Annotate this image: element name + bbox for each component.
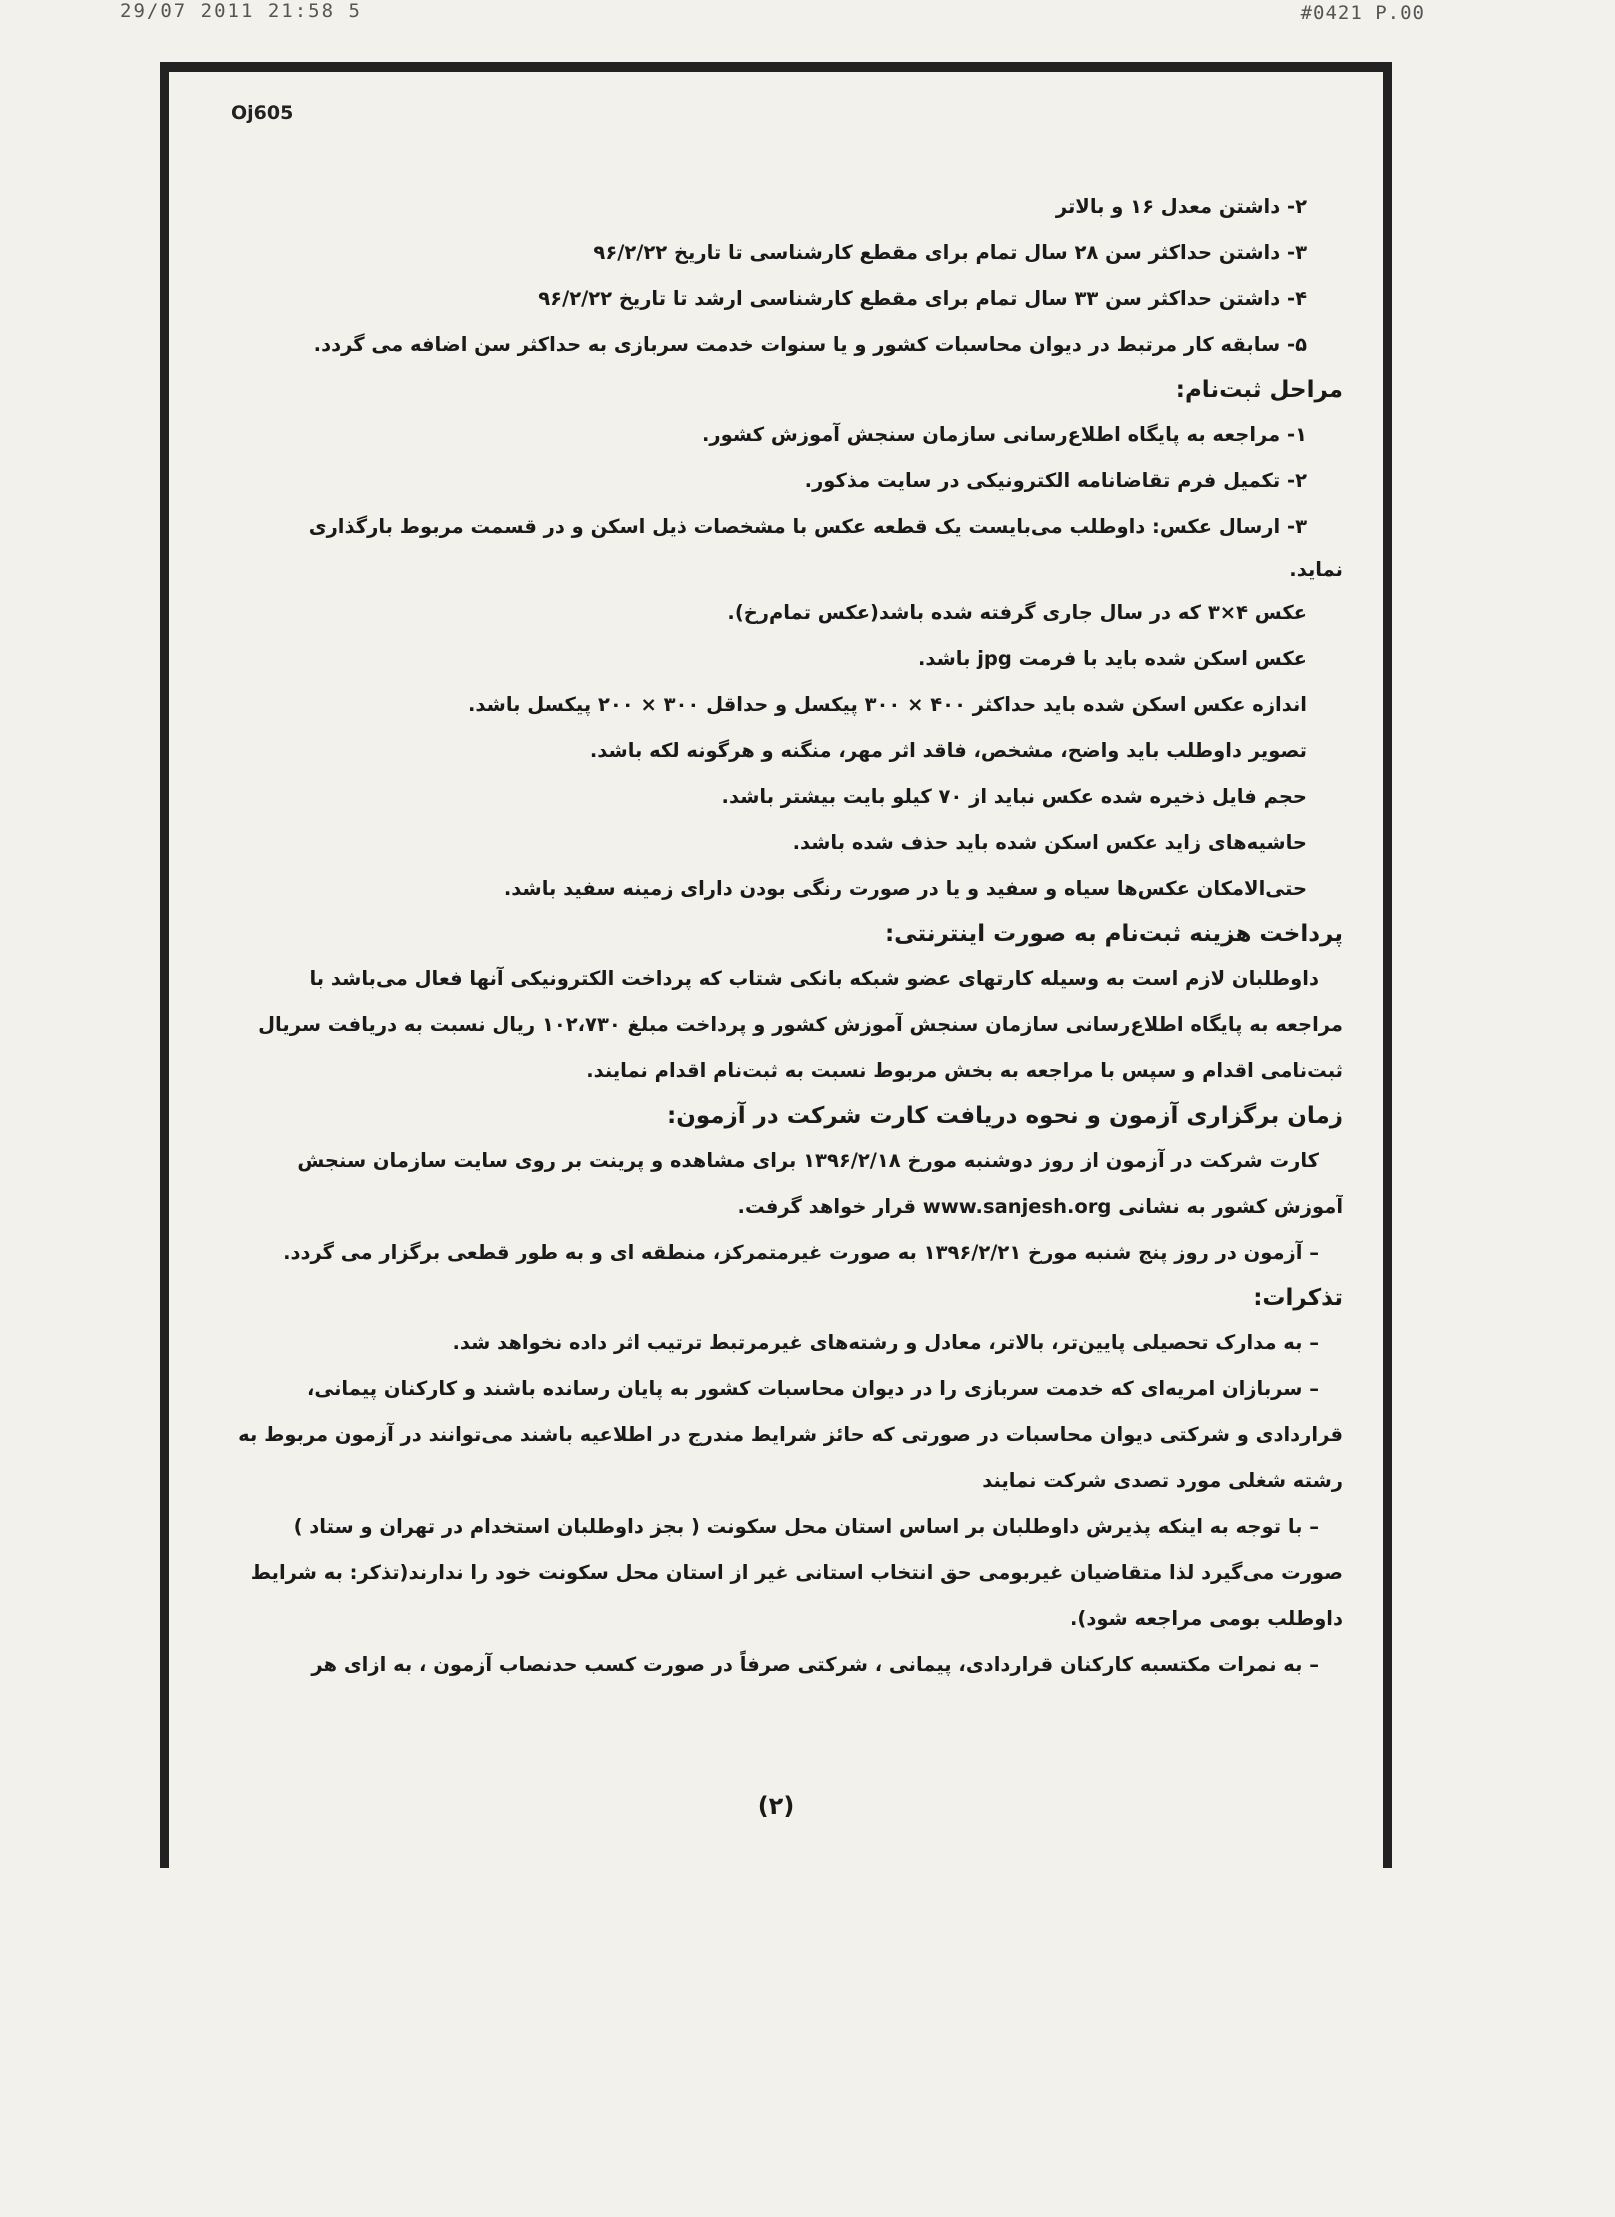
section-heading: مراحل ثبت‌نام: <box>1175 377 1343 403</box>
text-line: ۴- داشتن حداکثر سن ۳۳ سال تمام برای مقطع کارشناسی ارشد تا تاریخ ۹۶/۲/۲۲ <box>538 287 1307 310</box>
text-line: کارت شرکت در آزمون از روز دوشنبه مورخ ۱۳۹۶/۲/۱۸ برای مشاهده و پرینت بر روی سایت سازمان سنجش <box>297 1149 1319 1172</box>
text-line: – آزمون در روز پنج شنبه مورخ ۱۳۹۶/۲/۲۱ به صورت غیرمتمرکز، منطقه ای و به طور قطعی برگزار می گردد. <box>283 1241 1319 1264</box>
text-line: رشته شغلی مورد تصدی شرکت نمایند <box>982 1469 1343 1492</box>
text-line: ۲- داشتن معدل ۱۶ و بالاتر <box>1055 195 1307 218</box>
fax-header-page: #0421 P.00 <box>1300 2 1425 24</box>
text-line: اندازه عکس اسکن شده باید حداکثر ۴۰۰ × ۳۰۰ پیکسل و حداقل ۳۰۰ × ۲۰۰ پیکسل باشد. <box>467 693 1307 716</box>
text-line: تصویر داوطلب باید واضح، مشخص، فاقد اثر مهر، منگنه و هرگونه لکه باشد. <box>589 739 1307 762</box>
text-line: – به مدارک تحصیلی پایین‌تر، بالاتر، معادل و رشته‌های غیرمرتبط ترتیب اثر داده نخواهد شد. <box>452 1331 1319 1354</box>
section-heading: تذکرات: <box>1253 1285 1343 1311</box>
text-line: ۲- تکمیل فرم تقاضانامه الکترونیکی در سایت مذکور. <box>804 469 1307 492</box>
text-line: قراردادی و شرکتی دیوان محاسبات در صورتی که حائز شرایط مندرج در اطلاعیه باشند می‌توانند در آزمون مربوط به <box>238 1423 1343 1446</box>
text-line: – سربازان امریه‌ای که خدمت سربازی را در دیوان محاسبات کشور به پایان رسانده باشند و کارکنان پیمانی، <box>306 1377 1319 1400</box>
document-frame <box>160 62 1392 1868</box>
document-body <box>219 184 1343 1688</box>
section-heading: زمان برگزاری آزمون و نحوه دریافت کارت شرکت در آزمون: <box>667 1103 1343 1129</box>
text-line: داوطلبان لازم است به وسیله کارتهای عضو شبکه بانکی شتاب که پرداخت الکترونیکی آنها فعال می‌باشد با <box>309 967 1319 990</box>
text-line: مراجعه به پایگاه اطلاع‌رسانی سازمان سنجش آموزش کشور و پرداخت مبلغ ۱۰۲،۷۳۰ ریال نسبت به دریافت سریال <box>258 1013 1343 1036</box>
text-line: ۵- سابقه کار مرتبط در دیوان محاسبات کشور و یا سنوات خدمت سربازی به حداکثر سن اضافه می گردد. <box>313 333 1307 356</box>
fax-header-date: 29/07 2011 21:58 5 <box>120 0 362 22</box>
text-line: صورت می‌گیرد لذا متقاضیان غیربومی حق انتخاب استانی غیر از استان محل سکونت خود را ندارند(تذکر: به شرایط <box>250 1561 1343 1584</box>
text-line: ۳- ارسال عکس: داوطلب می‌بایست یک قطعه عکس با مشخصات ذیل اسکن و در قسمت مربوط بارگذاری <box>308 515 1307 538</box>
section-heading: پرداخت هزینه ثبت‌نام به صورت اینترنتی: <box>884 921 1343 947</box>
text-line: داوطلب بومی مراجعه شود). <box>1070 1607 1343 1630</box>
text-line: حجم فایل ذخیره شده عکس نباید از ۷۰ کیلو بایت بیشتر باشد. <box>721 785 1307 808</box>
text-line: آموزش کشور به نشانی www.sanjesh.org قرار خواهد گرفت. <box>737 1195 1343 1218</box>
text-line: – با توجه به اینکه پذیرش داوطلبان بر اساس استان محل سکونت ( بجز داوطلبان استخدام در تهران و ستاد ) <box>293 1515 1319 1538</box>
text-line: حاشیه‌های زاید عکس اسکن شده باید حذف شده باشد. <box>792 831 1307 854</box>
text-line: عکس ۴×۳ که در سال جاری گرفته شده باشد(عکس تمام‌رخ). <box>727 601 1307 624</box>
text-line: عکس اسکن شده باید با فرمت jpg باشد. <box>917 647 1307 670</box>
text-line: ۳- داشتن حداکثر سن ۲۸ سال تمام برای مقطع کارشناسی تا تاریخ ۹۶/۲/۲۲ <box>593 241 1307 264</box>
page-number: (۲) <box>757 1792 795 1820</box>
text-line: حتی‌الامکان عکس‌ها سیاه و سفید و یا در صورت رنگی بودن دارای زمینه سفید باشد. <box>503 877 1307 900</box>
text-line: ثبت‌نامی اقدام و سپس با مراجعه به بخش مربوط نسبت به ثبت‌نام اقدام نمایند. <box>586 1059 1343 1082</box>
text-line: ۱- مراجعه به پایگاه اطلاع‌رسانی سازمان سنجش آموزش کشور. <box>702 423 1307 446</box>
text-line: نماید. <box>1289 558 1343 581</box>
document-code: Oj605 <box>231 102 294 124</box>
text-line: – به نمرات مکتسبه کارکنان قراردادی، پیمانی ، شرکتی صرفاً در صورت کسب حدنصاب آزمون ، به ازای هر <box>311 1653 1319 1676</box>
